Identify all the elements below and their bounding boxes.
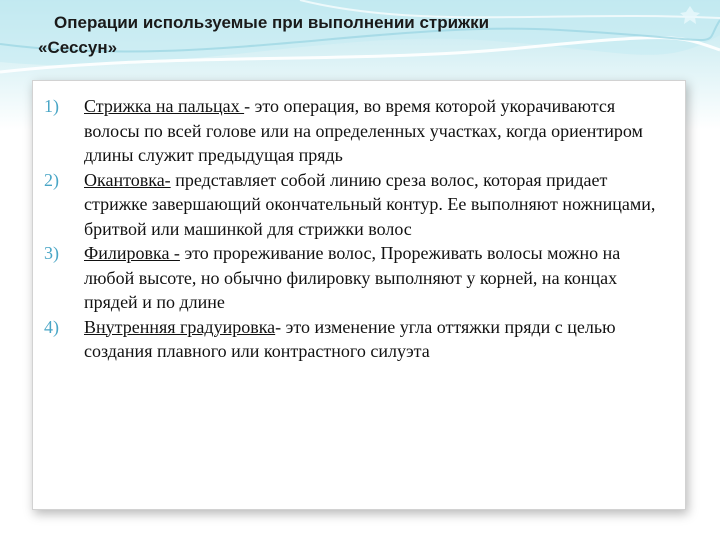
item-number: 4) — [44, 316, 59, 337]
slide-title — [30, 10, 590, 60]
title-line-1: Операции используемые при выполнении стрижки — [54, 13, 490, 32]
item-text: это прореживание волос, Прореживать волосы можно на любой высоте, но обычно филировку выполняют у корней, на концах прядей и по длине — [84, 243, 621, 312]
operations-list — [44, 94, 664, 364]
list-item — [44, 168, 664, 242]
item-text: - это операция, во время которой укорачиваются волосы по всей голове или на определенных участках, когда ориентиром длины служит предыдущая прядь — [84, 96, 643, 165]
item-number: 1) — [44, 96, 59, 116]
list-item — [44, 241, 664, 315]
item-number: 2) — [44, 169, 59, 190]
item-term: Стрижка на пальцах — [84, 96, 245, 116]
item-term: Окантовка- — [84, 169, 171, 190]
title-line-2: «Сессун» — [38, 38, 118, 57]
item-number: 3) — [44, 243, 59, 263]
list-item — [44, 94, 664, 168]
item-term: Филировка - — [84, 243, 180, 263]
item-term: Внутренняя градуировка — [84, 316, 276, 337]
item-text: представляет собой линию среза волос, которая придает стрижке завершающий окончательный контур. Ее выполняют ножницами, бритвой или машинкой для стрижки волос — [84, 169, 656, 239]
item-text: - это изменение угла оттяжки пряди с целью создания плавного или контрастного силуэта — [84, 316, 616, 361]
list-item — [44, 315, 664, 364]
